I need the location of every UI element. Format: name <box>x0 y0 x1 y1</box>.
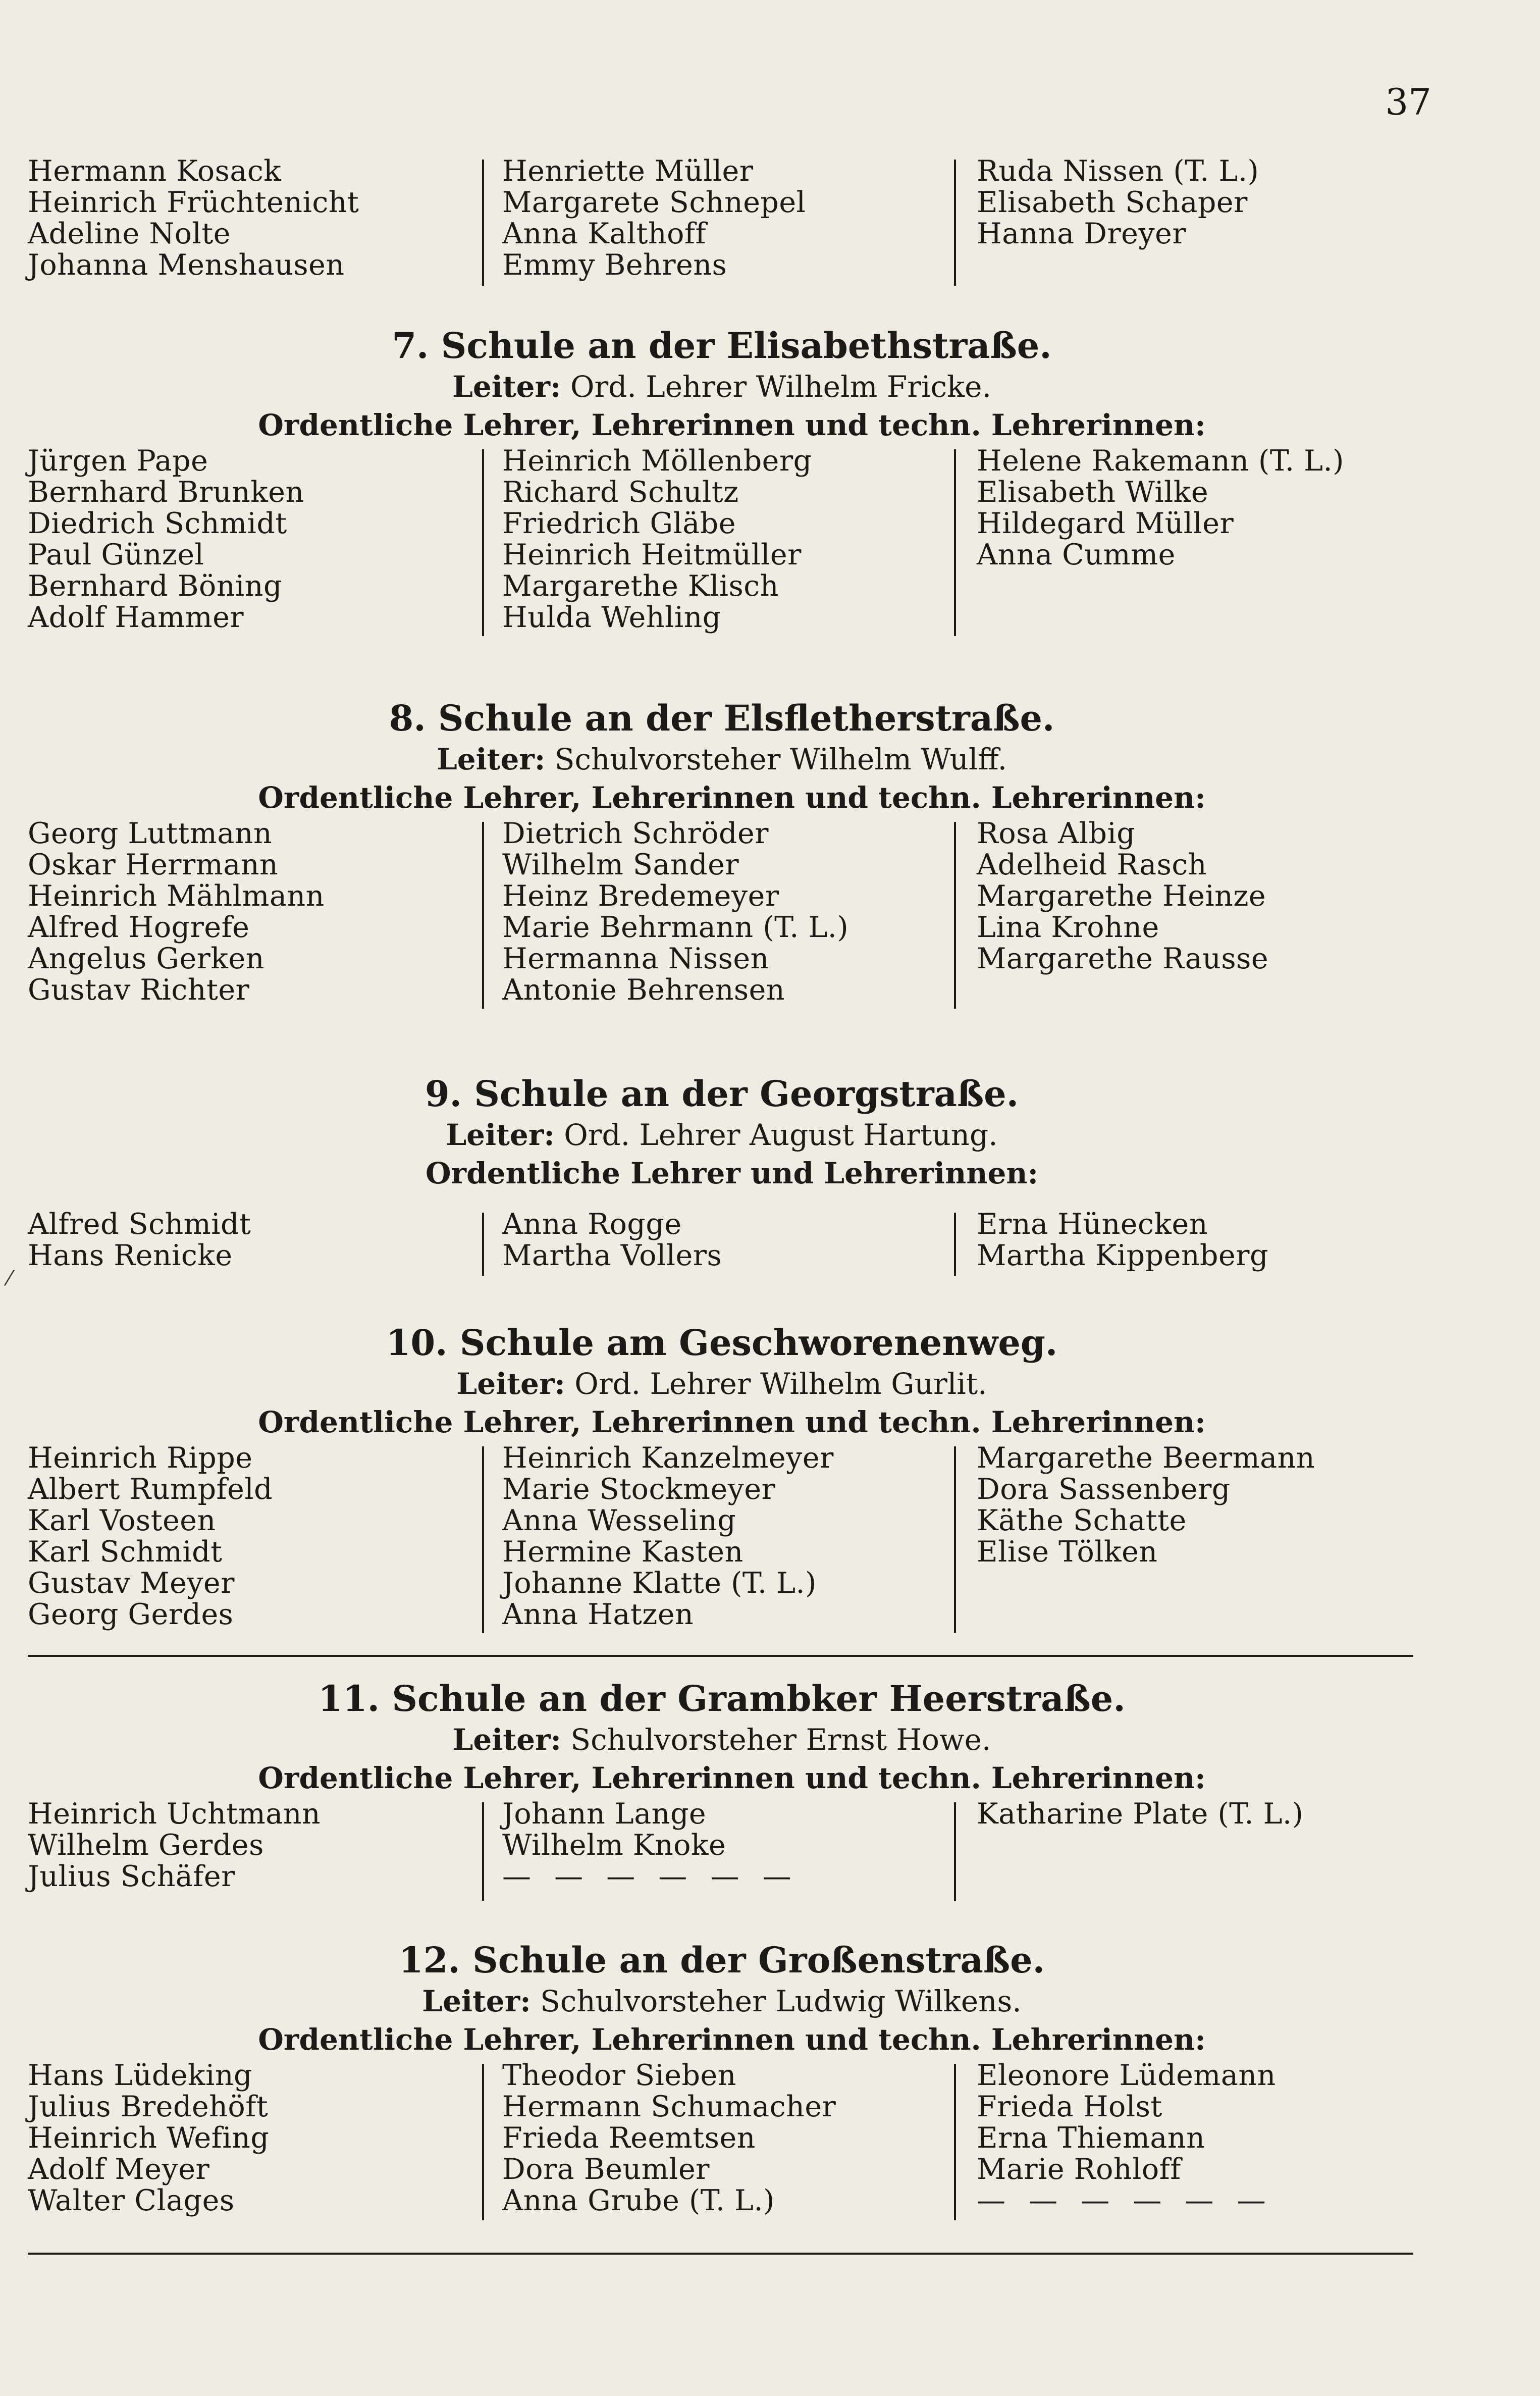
name-column-2 <box>502 445 972 633</box>
teacher-name: Elisabeth Schaper <box>977 186 1248 219</box>
teacher-name: Anna Rogge <box>502 1208 682 1241</box>
staff-category: Ordentliche Lehrer, Lehrerinnen und techn. Lehrerinnen: <box>258 1761 1206 1795</box>
teacher-name: Gustav Richter <box>28 973 250 1007</box>
teacher-name: Martha Vollers <box>502 1239 722 1272</box>
section-title: 8. Schule an der Elsfletherstraße. <box>389 697 1055 739</box>
teacher-name: Lina Krohne <box>977 911 1159 944</box>
continuation-block <box>28 155 1413 287</box>
teacher-name: Hanna Dreyer <box>977 217 1187 250</box>
name-column-3 <box>977 1442 1431 1568</box>
column-divider <box>482 822 484 1009</box>
page-bottom-rule <box>28 2253 1413 2255</box>
teacher-name: Heinrich Früchtenicht <box>28 186 359 219</box>
section-leader <box>179 1983 1264 2019</box>
section-leader <box>179 1366 1264 1402</box>
name-column-2 <box>502 818 972 1006</box>
vacancy-dashes: — — — — — — <box>977 2184 1273 2217</box>
teacher-name: Erna Thiemann <box>977 2121 1205 2155</box>
teacher-name: Anna Hatzen <box>502 1598 694 1631</box>
teacher-name: Georg Gerdes <box>28 1598 234 1631</box>
page-number: 37 <box>1385 81 1431 123</box>
leader-label: Leiter: <box>422 1984 531 2018</box>
teacher-name: Käthe Schatte <box>977 1504 1187 1537</box>
teacher-name: Marie Behrmann (T. L.) <box>502 911 849 944</box>
staff-category: Ordentliche Lehrer, Lehrerinnen und techn. Lehrerinnen: <box>258 1405 1206 1439</box>
leader-name: Schulvorsteher Ludwig Wilkens. <box>540 1984 1022 2018</box>
teacher-name: Bernhard Böning <box>28 569 282 603</box>
teacher-name: Margarethe Beermann <box>977 1441 1315 1475</box>
name-column-3 <box>977 445 1431 570</box>
teacher-name: Elisabeth Wilke <box>977 476 1209 509</box>
section-rule <box>28 1655 1413 1657</box>
teacher-name: Margarethe Heinze <box>977 879 1266 913</box>
teacher-name: Heinrich Uchtmann <box>28 1797 321 1831</box>
teacher-name: Hildegard Müller <box>977 507 1234 540</box>
teacher-name: Anna Grube (T. L.) <box>502 2184 775 2217</box>
name-column-3 <box>977 1798 1431 1830</box>
teacher-name: Theodor Sieben <box>502 2059 736 2092</box>
teacher-name: Heinrich Kanzelmeyer <box>502 1441 834 1475</box>
leader-name: Ord. Lehrer Wilhelm Gurlit. <box>574 1367 987 1401</box>
teacher-name: Eleonore Lüdemann <box>977 2059 1276 2092</box>
teacher-name: Alfred Hogrefe <box>28 911 250 944</box>
staff-category: Ordentliche Lehrer und Lehrerinnen: <box>425 1156 1038 1190</box>
teacher-name: Julius Schäfer <box>28 1860 235 1893</box>
section-leader <box>179 741 1264 777</box>
teacher-name: Julius Bredehöft <box>28 2090 269 2123</box>
name-column-2 <box>502 1798 972 1892</box>
teacher-name: Dora Sassenberg <box>977 1473 1231 1506</box>
leader-label: Leiter: <box>456 1367 565 1401</box>
leader-name: Schulvorsteher Ernst Howe. <box>570 1723 991 1757</box>
teacher-name: Heinrich Mählmann <box>28 879 325 913</box>
column-divider <box>482 160 484 286</box>
margin-pencil-mark: ⁄ <box>8 1267 11 1290</box>
section-title: 12. Schule an der Großenstraße. <box>399 1939 1045 1981</box>
teacher-name: Hans Lüdeking <box>28 2059 253 2092</box>
staff-category: Ordentliche Lehrer, Lehrerinnen und techn. Lehrerinnen: <box>258 780 1206 815</box>
teacher-name: Dora Beumler <box>502 2153 710 2186</box>
column-divider <box>482 449 484 636</box>
name-column-1 <box>28 1209 472 1271</box>
name-column-3 <box>977 1209 1431 1271</box>
teacher-name: Hermine Kasten <box>502 1535 744 1569</box>
teacher-name: Wilhelm Gerdes <box>28 1829 264 1862</box>
teacher-name: Albert Rumpfeld <box>28 1473 273 1506</box>
name-column-2 <box>502 2060 972 2216</box>
name-column-3 <box>977 818 1431 974</box>
teacher-name: Bernhard Brunken <box>28 476 304 509</box>
school-section-10 <box>28 1320 1413 1634</box>
teacher-name: Georg Luttmann <box>28 817 273 850</box>
teacher-name: Friedrich Gläbe <box>502 507 736 540</box>
teacher-name: Ruda Nissen (T. L.) <box>977 154 1259 188</box>
teacher-name: Frieda Holst <box>977 2090 1162 2123</box>
teacher-name: Paul Günzel <box>28 538 204 571</box>
teacher-name: Richard Schultz <box>502 476 739 509</box>
teacher-name: Heinrich Möllenberg <box>502 444 812 478</box>
teacher-name: Hermann Schumacher <box>502 2090 836 2123</box>
leader-label: Leiter: <box>452 370 561 404</box>
teacher-name: Hans Renicke <box>28 1239 233 1272</box>
teacher-name: Karl Schmidt <box>28 1535 223 1569</box>
teacher-name: Heinrich Wefing <box>28 2121 270 2155</box>
teacher-name: Frieda Reemtsen <box>502 2121 756 2155</box>
name-column-2 <box>502 1209 972 1271</box>
leader-label: Leiter: <box>452 1723 561 1757</box>
teacher-name: Oskar Herrmann <box>28 848 279 881</box>
school-section-11 <box>28 1676 1413 1899</box>
name-column-1 <box>28 818 472 1006</box>
teacher-name: Heinrich Heitmüller <box>502 538 802 571</box>
teacher-name: Johanna Menshausen <box>28 248 345 282</box>
staff-category: Ordentliche Lehrer, Lehrerinnen und techn. Lehrerinnen: <box>258 2022 1206 2057</box>
teacher-name: Rosa Albig <box>977 817 1136 850</box>
name-column-1 <box>28 155 472 281</box>
teacher-name: Erna Hünecken <box>977 1208 1208 1241</box>
teacher-name: Karl Vosteen <box>28 1504 216 1537</box>
name-column-3 <box>977 155 1431 249</box>
teacher-name: Diedrich Schmidt <box>28 507 287 540</box>
vacancy-dashes: — — — — — — <box>502 1860 799 1893</box>
teacher-name: Elise Tölken <box>977 1535 1158 1569</box>
teacher-name: Anna Kalthoff <box>502 217 707 250</box>
leader-name: Schulvorsteher Wilhelm Wulff. <box>554 742 1007 776</box>
teacher-name: Heinz Bredemeyer <box>502 879 779 913</box>
teacher-name: Marie Rohloff <box>977 2153 1181 2186</box>
section-title: 9. Schule an der Georgstraße. <box>424 1073 1019 1115</box>
teacher-name: Wilhelm Sander <box>502 848 739 881</box>
teacher-name: Alfred Schmidt <box>28 1208 251 1241</box>
column-divider <box>482 1213 484 1276</box>
school-section-9 <box>28 1071 1413 1279</box>
teacher-name: Walter Clages <box>28 2184 235 2217</box>
section-title: 7. Schule an der Elisabethstraße. <box>392 325 1052 367</box>
teacher-name: Heinrich Rippe <box>28 1441 253 1475</box>
leader-label: Leiter: <box>446 1118 555 1152</box>
school-section-12 <box>28 1938 1413 2221</box>
teacher-name: Hermanna Nissen <box>502 942 769 975</box>
teacher-name: Angelus Gerken <box>28 942 264 975</box>
staff-category: Ordentliche Lehrer, Lehrerinnen und techn. Lehrerinnen: <box>258 408 1206 442</box>
teacher-name: Emmy Behrens <box>502 248 727 282</box>
teacher-name: Marie Stockmeyer <box>502 1473 776 1506</box>
column-divider <box>482 2064 484 2220</box>
name-column-2 <box>502 1442 972 1630</box>
teacher-name: Johanne Klatte (T. L.) <box>502 1567 817 1600</box>
teacher-name: Adelheid Rasch <box>977 848 1207 881</box>
teacher-name: Martha Kippenberg <box>977 1239 1268 1272</box>
leader-name: Ord. Lehrer Wilhelm Fricke. <box>570 370 991 404</box>
school-section-7 <box>28 323 1413 637</box>
name-column-3 <box>977 2060 1431 2216</box>
teacher-name: Gustav Meyer <box>28 1567 235 1600</box>
leader-name: Ord. Lehrer August Hartung. <box>564 1118 998 1152</box>
teacher-name: Adeline Nolte <box>28 217 231 250</box>
teacher-name: Margarethe Rausse <box>977 942 1269 975</box>
teacher-name: Margarete Schnepel <box>502 186 806 219</box>
teacher-name: Hulda Wehling <box>502 601 721 634</box>
section-leader <box>179 369 1264 405</box>
teacher-name: Margarethe Klisch <box>502 569 779 603</box>
section-leader <box>179 1117 1264 1153</box>
section-title: 10. Schule am Geschworenenweg. <box>386 1322 1058 1364</box>
teacher-name: Helene Rakemann (T. L.) <box>977 444 1344 478</box>
teacher-name: Jürgen Pape <box>28 444 208 478</box>
section-leader <box>179 1722 1264 1758</box>
name-column-1 <box>28 1442 472 1630</box>
teacher-name: Henriette Müller <box>502 154 754 188</box>
teacher-name: Hermann Kosack <box>28 154 282 188</box>
teacher-name: Wilhelm Knoke <box>502 1829 726 1862</box>
name-column-2 <box>502 155 972 281</box>
name-column-1 <box>28 1798 472 1892</box>
teacher-name: Katharine Plate (T. L.) <box>977 1797 1304 1831</box>
teacher-name: Dietrich Schröder <box>502 817 769 850</box>
name-column-1 <box>28 445 472 633</box>
section-title: 11. Schule an der Grambker Heerstraße. <box>318 1678 1126 1720</box>
teacher-name: Antonie Behrensen <box>502 973 785 1007</box>
teacher-name: Johann Lange <box>502 1797 707 1831</box>
column-divider <box>482 1446 484 1633</box>
teacher-name: Anna Cumme <box>977 538 1176 571</box>
name-column-1 <box>28 2060 472 2216</box>
leader-label: Leiter: <box>436 742 546 776</box>
teacher-name: Adolf Hammer <box>28 601 244 634</box>
teacher-name: Adolf Meyer <box>28 2153 210 2186</box>
school-section-8 <box>28 696 1413 1010</box>
column-divider <box>482 1802 484 1901</box>
teacher-name: Anna Wesseling <box>502 1504 736 1537</box>
